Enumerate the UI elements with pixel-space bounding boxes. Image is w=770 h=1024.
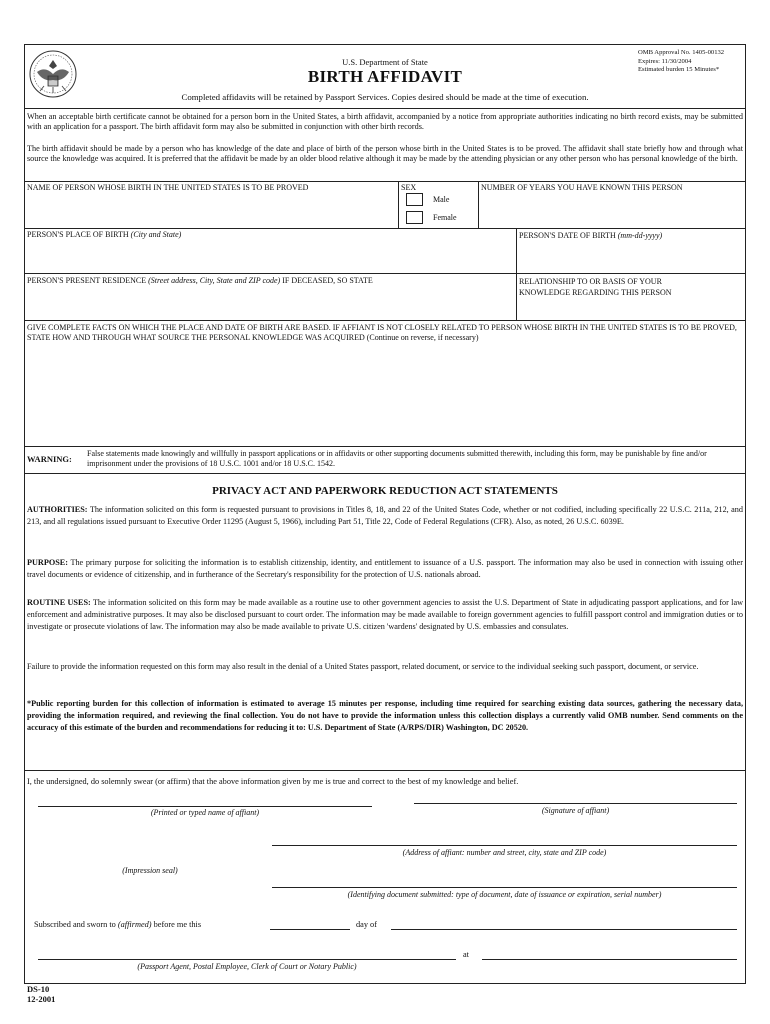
address-line[interactable] (272, 845, 737, 846)
divider (398, 181, 399, 228)
place-of-birth-label (27, 230, 181, 239)
omb-expires: Expires: 11/30/2004 (638, 57, 692, 65)
divider (24, 770, 746, 771)
date-of-birth-label (519, 231, 662, 240)
facts-text: GIVE COMPLETE FACTS ON WHICH THE PLACE AND DATE OF BIRTH ARE BASED. IF AFFIANT IS NOT CLOSELY RELATED TO PERSON WHOSE BIRTH IN THE UNITED STATES IS TO BE PROVED, STATE HOW AND THROUGH WHAT SOURCE THE PERSONAL KNOWLEDGE WAS ACQUIRED (27, 323, 737, 343)
residence-label (27, 276, 373, 285)
month-year-line[interactable] (391, 929, 737, 930)
routine-uses-paragraph (27, 597, 743, 633)
warning-text: False statements made knowingly and willfully in passport applications or in affidavits or other supporting documents submitted therewith, including this form, may be punishable by fine and/or imprisonment under the provisions of 18 U.S.C. 1001 and/or 18 U.S.C. 1542. (87, 449, 707, 468)
subscribed-part-c: before me this (153, 920, 202, 929)
facts-hint: (Continue on reverse, if necessary) (366, 333, 479, 343)
authorities-text: The information solicited on this form is requested pursuant to provisions in Titles 8, 18, and 22 of the United States Code, whether or not codified, including specifically 22 U.S.C. 211a, 212, and 213, and all regulations issued pursuant to Executive Order 11295 (August 5, 1966), including Part 51, Title 22, Code of Federal Regulations (CFR). Also, as noted, 26 U.S.C. 6039E. (27, 505, 743, 527)
department-name: U.S. Department of State (342, 57, 428, 67)
authorities-label: AUTHORITIES: (27, 505, 88, 514)
relationship-label (519, 276, 672, 298)
form-number: DS-10 (27, 984, 50, 994)
place-of-birth-hint: (City and State) (130, 230, 182, 239)
form-date: 12-2001 (27, 994, 56, 1004)
name-person-label: NAME OF PERSON WHOSE BIRTH IN THE UNITED STATES IS TO BE PROVED (27, 183, 309, 192)
oath-statement: I, the undersigned, do solemnly swear (or affirm) that the above information given by me is true and correct to the best of my knowledge and belief. (27, 777, 519, 786)
official-line[interactable] (38, 959, 456, 960)
intro-paragraph-2: The birth affidavit should be made by a person who has knowledge of the date and place of birth of the person whose birth in the United States is to be proved. The affidavit shall state briefly how and through what source the knowledge was acquired. It is preferred that the affidavit be made by an older blood relative although it may be made by the attending physician or any other person who has personal knowledge of the birth. (27, 144, 743, 164)
privacy-title: PRIVACY ACT AND PAPERWORK REDUCTION ACT STATEMENTS (212, 485, 558, 497)
authorities-paragraph (27, 504, 743, 528)
purpose-label: PURPOSE: (27, 558, 68, 567)
at-label: at (463, 950, 469, 959)
divider (478, 181, 479, 228)
sex-label: SEX (401, 183, 417, 192)
male-label: Male (433, 195, 450, 204)
identifying-doc-line[interactable] (272, 887, 737, 888)
divider (24, 446, 746, 447)
omb-approval: OMB Approval No. 1405-00132 (638, 49, 725, 56)
routine-uses-text: The information solicited on this form may be made available as a routine use to other government agencies to assist the U.S. Department of State in adjudicating passport applications, and for law enforcement and administrative purposes. It may also be disclosed pursuant to court order. The information may be made available to foreign government agencies to fulfill passport control and immigration duties or to investigate or prosecute violations of law. The information may also be made available to private U.S. citizen 'wardens' designated by U.S. embassies and consulates. (27, 598, 743, 632)
day-of-label: day of (356, 920, 377, 929)
male-checkbox[interactable] (406, 193, 423, 206)
address-caption: (Address of affiant: number and street, city, state and ZIP code) (402, 848, 607, 857)
burden-paragraph: *Public reporting burden for this collection of information is estimated to average 15 minutes per response, including time required for searching existing data sources, gathering the necessary data, providing the information required, and reviewing the final collection. You do not have to provide the information unless this collection displays a currently valid OMB number. Send comments on the accuracy of this estimate of the burden and recommendations for reducing it to: U.S. Department of State (A/RPS/DIR) Washington, DC 20520. (27, 699, 743, 733)
printed-name-caption: (Printed or typed name of affiant) (150, 808, 260, 817)
purpose-paragraph (27, 557, 743, 581)
relationship-line-2: KNOWLEDGE REGARDING THIS PERSON (519, 288, 672, 297)
divider (24, 181, 746, 182)
divider (24, 273, 746, 274)
facts-label (27, 323, 741, 344)
years-known-label: NUMBER OF YEARS YOU HAVE KNOWN THIS PERSON (481, 183, 683, 192)
intro-paragraph-1: When an acceptable birth certificate cannot be obtained for a person born in the United States, a birth affidavit, accompanied by a notice from appropriate authorities indicating no birth record exists, may be submitted with an application for a passport. The birth affidavit form may also be submitted in conjunction with other birth records. (27, 112, 743, 132)
subscribed-part-a: Subscribed and sworn to (34, 920, 116, 929)
signature-line[interactable] (414, 803, 737, 804)
printed-name-line[interactable] (38, 806, 372, 807)
subscribed-text (34, 920, 201, 929)
divider (24, 473, 746, 474)
location-line[interactable] (482, 959, 737, 960)
female-label: Female (433, 213, 457, 222)
identifying-doc-caption: (Identifying document submitted: type of document, date of issuance or expiration, serial number) (347, 890, 662, 899)
form-id (27, 984, 55, 1004)
form-title: BIRTH AFFIDAVIT (307, 67, 463, 86)
residence-hint: (Street address, City, State and ZIP code) (148, 276, 281, 285)
retained-note: Completed affidavits will be retained by Passport Services. Copies desired should be made at the time of execution. (181, 92, 589, 102)
failure-paragraph: Failure to provide the information requested on this form may also result in the denial of a United States passport, related document, or service to the individual seeking such passport, document, or service. (27, 662, 699, 671)
divider (24, 228, 746, 229)
date-of-birth-text: PERSON'S DATE OF BIRTH (519, 231, 616, 240)
place-of-birth-text: PERSON'S PLACE OF BIRTH (27, 230, 129, 239)
residence-text: PERSON'S PRESENT RESIDENCE (27, 276, 147, 285)
subscribed-part-b: (affirmed) (117, 920, 152, 929)
omb-info (638, 49, 724, 75)
divider (516, 228, 517, 320)
purpose-text: The primary purpose for soliciting the information is to establish citizenship, identity, and entitlement to issuance of a U.S. passport. The information may also be used in connection with issuing other travel documents or evidence of citizenship, and in furtherance of the Secretary's responsibility for the protection of U.S. nationals abroad. (27, 558, 743, 580)
date-of-birth-hint: (mm-dd-yyyy) (617, 231, 663, 240)
day-line[interactable] (270, 929, 350, 930)
warning-label: WARNING: (27, 454, 72, 464)
impression-seal-caption: (Impression seal) (122, 866, 178, 875)
residence-deceased: IF DECEASED, SO STATE (282, 276, 373, 285)
omb-burden: Estimated burden 15 Minutes* (638, 66, 720, 74)
relationship-line-1: RELATIONSHIP TO OR BASIS OF YOUR (519, 277, 662, 286)
official-caption: (Passport Agent, Postal Employee, Clerk of Court or Notary Public) (137, 962, 357, 971)
signature-caption: (Signature of affiant) (541, 806, 610, 815)
female-checkbox[interactable] (406, 211, 423, 224)
divider (24, 320, 746, 321)
routine-uses-label: ROUTINE USES: (27, 598, 91, 607)
divider (24, 108, 746, 109)
